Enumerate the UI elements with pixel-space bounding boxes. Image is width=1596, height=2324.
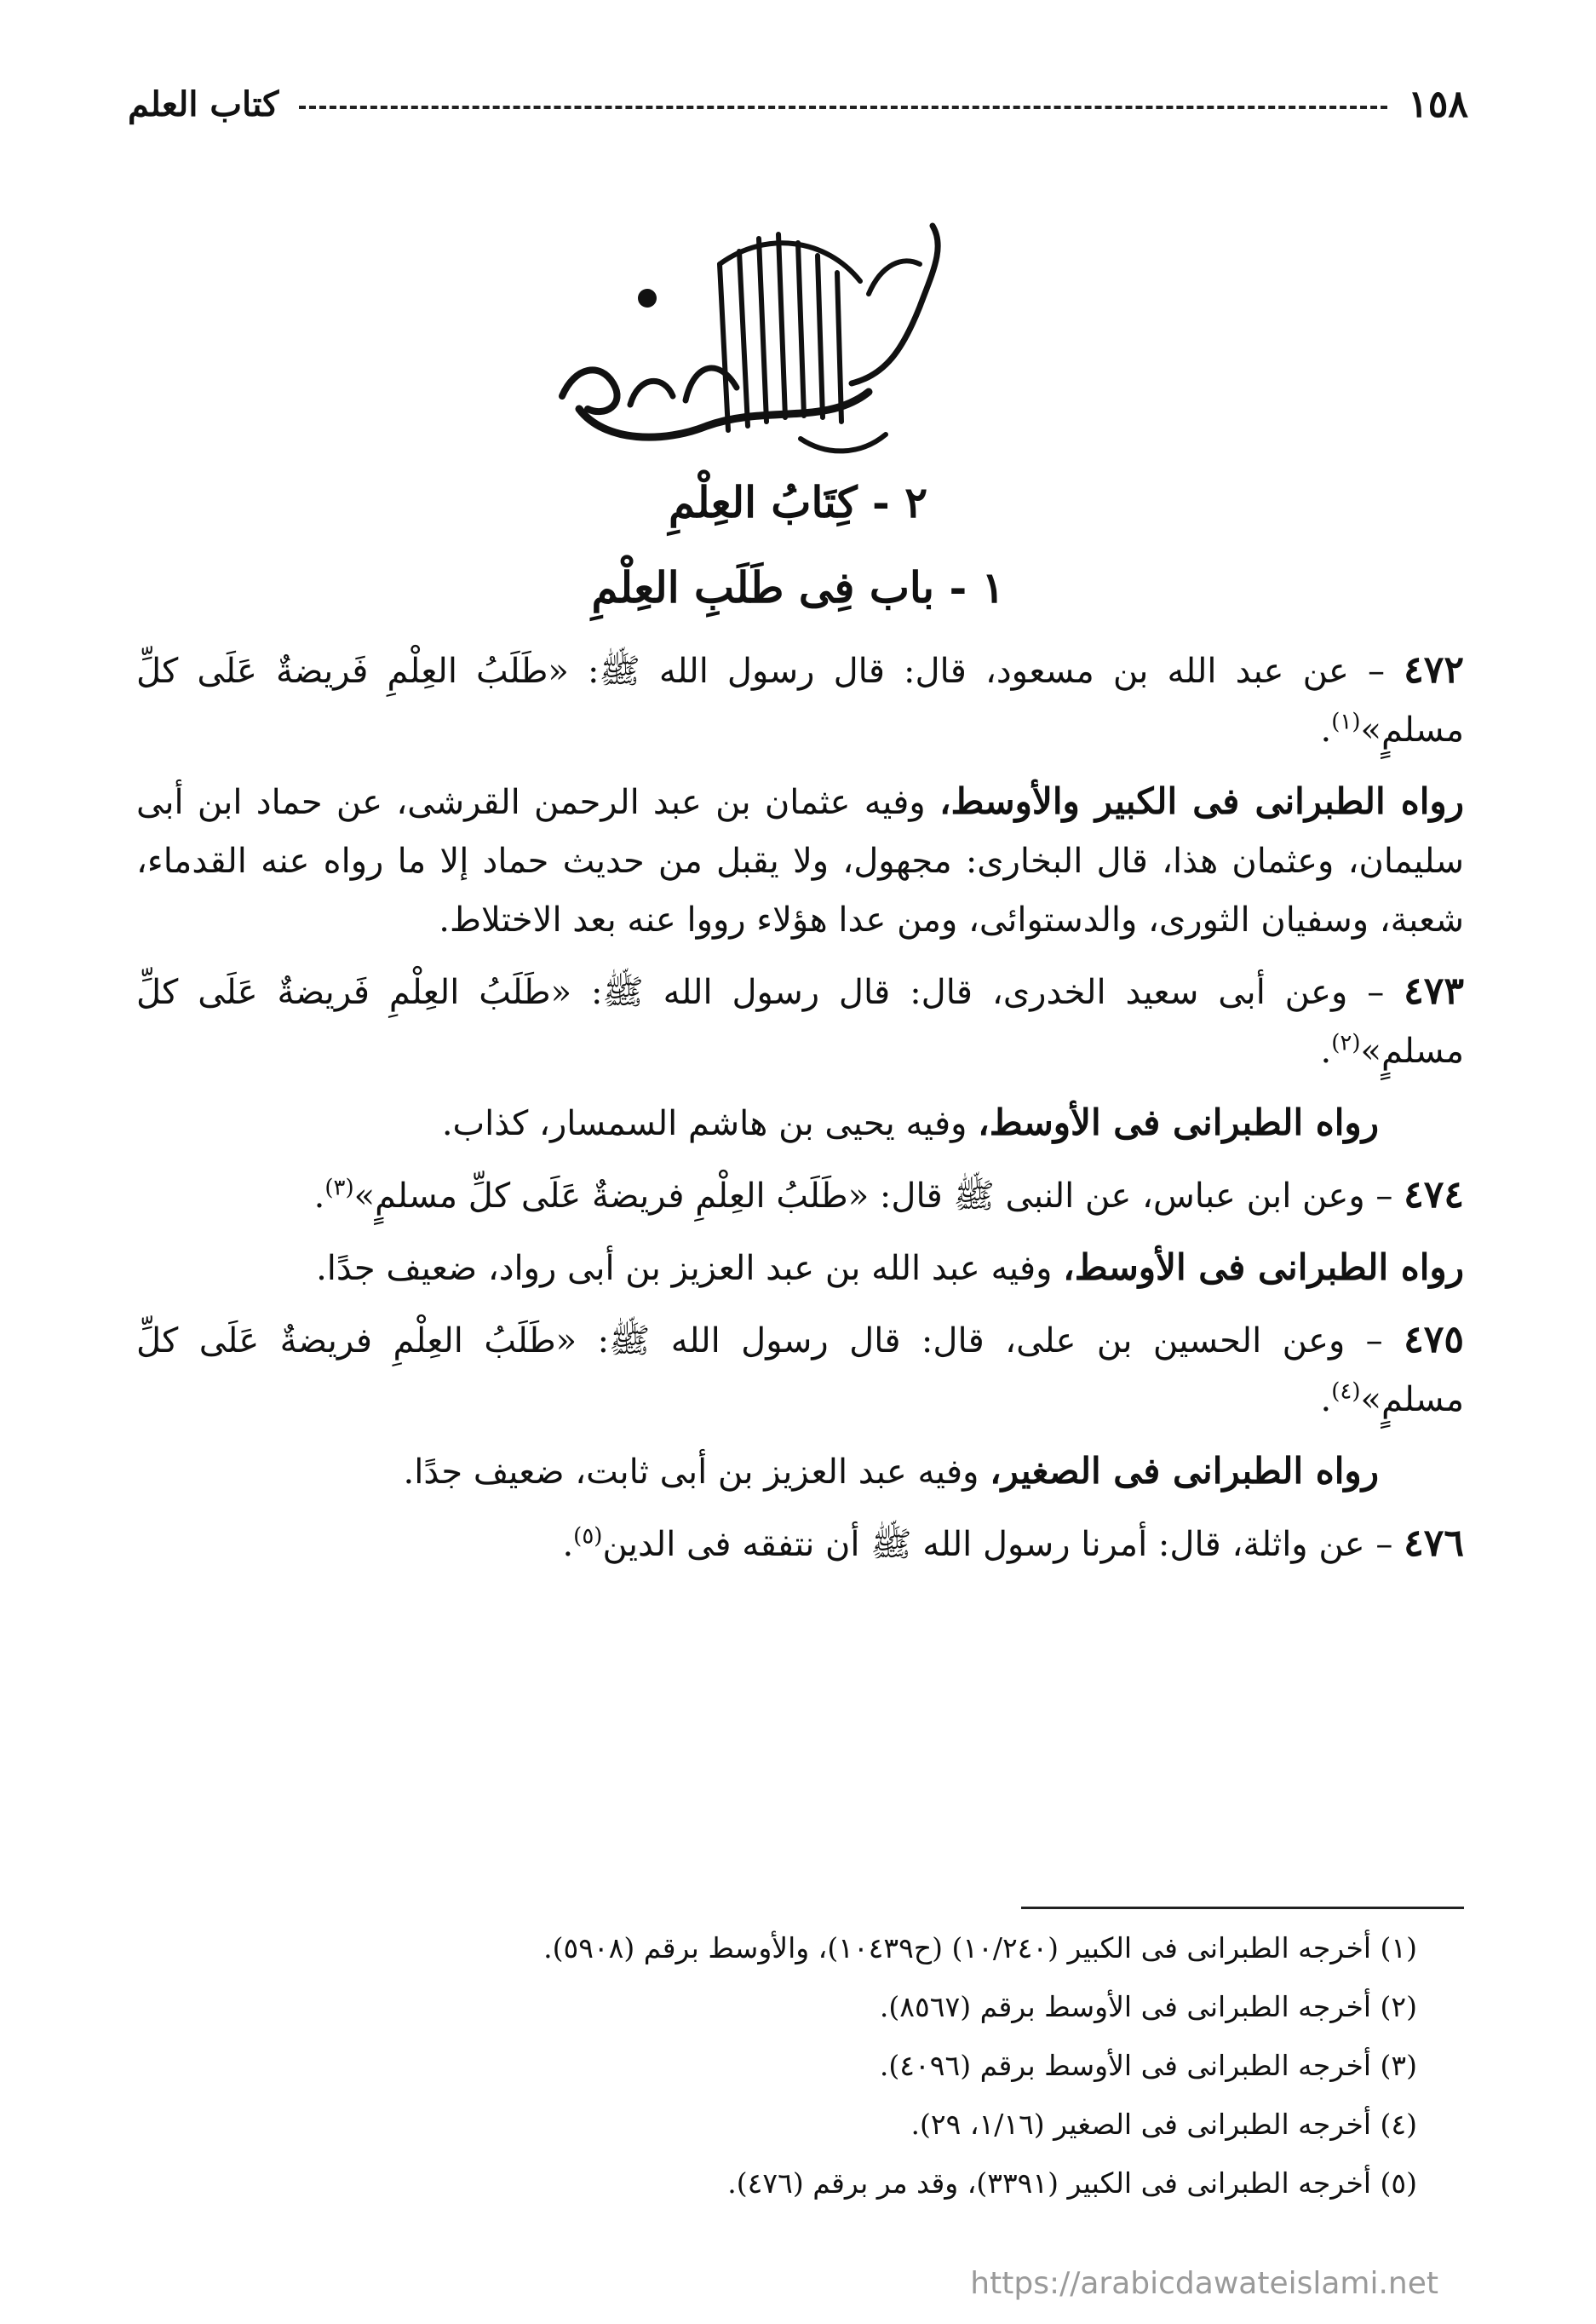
hadith-text: – عن واثلة، قال: أمرنا رسول الله ﷺ أن نتفقه فى الدين [602, 1525, 1393, 1564]
basmala-calligraphy [545, 213, 954, 469]
hadith-text: – وعن أبى سعيد الخدرى، قال: قال رسول الله ﷺ: «طَلَبُ العِلْمِ فَريضةٌ عَلَى كلِّ مسلمٍ» [136, 973, 1464, 1071]
footnote-separator [1021, 1907, 1464, 1909]
hadith-grading: وفيه عثمان بن عبد الرحمن القرشى، عن حماد ابن أبى سليمان، وعثمان هذا، قال البخارى: مجهول، ولا يقبل من حديث حماد إلا ما رواه عنه القدماء، شعبة، وسفيان الثورى، والدستوائى، ومن عدا هؤلاء رووا عنه بعد الاختلاط. [136, 783, 1464, 940]
hadith-476: ٤٧٦ – عن واثلة، قال: أمرنا رسول الله ﷺ أن نتفقه فى الدين$^{(٥)}$. [562, 1522, 1464, 1565]
hadith-number: ٤٧٢ [1404, 648, 1464, 692]
hadith-grading: وفيه عبد العزيز بن أبى ثابت، ضعيف جدًا. [403, 1452, 979, 1492]
hadith-grading: وفيه عبد الله بن عبد العزيز بن أبى رواد، ضعيف جدًا. [316, 1249, 1053, 1288]
hadith-commentary [136, 772, 1464, 950]
hadith-text: – وعن الحسين بن على، قال: قال رسول الله ﷺ: «طَلَبُ العِلْمِ فريضةٌ عَلَى كلِّ مسلمٍ» [136, 1321, 1464, 1419]
footnote-marker: (١) [1331, 709, 1361, 735]
hadith-commentary [136, 1238, 1464, 1298]
footnote-marker: (٤) [1331, 1378, 1361, 1405]
hadith-474: ٤٧٤ – وعن ابن عباس، عن النبى ﷺ قال: «طَلَبُ العِلْمِ فريضةٌ عَلَى كلِّ مسلمٍ»$^{(٣)}$. [313, 1173, 1464, 1217]
footnote-item: (٣) أخرجه الطبرانى فى الأوسط برقم (٤٠٩٦). [879, 2049, 1417, 2082]
hadith-text: – عن عبد الله بن مسعود، قال: قال رسول الله ﷺ: «طَلَبُ العِلْمِ فَريضةٌ عَلَى كلِّ مسلمٍ» [136, 652, 1464, 750]
hadith-source: رواه الطبرانى فى الأوسط، [1063, 1246, 1464, 1288]
footnote-marker: (٢) [1331, 1030, 1361, 1056]
footnote-marker: (٥) [573, 1523, 603, 1550]
hadith-number: ٤٧٥ [1404, 1318, 1465, 1361]
footnote-item: (٤) أخرجه الطبرانى فى الصغير (١/١٦، ٢٩). [910, 2108, 1417, 2141]
running-header-book-name: كتاب العلم [128, 83, 279, 124]
footnote-item: (٥) أخرجه الطبرانى فى الكبير (٣٣٩١)، وقد مر برقم (٤٧٦). [727, 2166, 1417, 2200]
hadith-source: رواه الطبرانى فى الصغير، [990, 1450, 1379, 1492]
hadith-475: ٤٧٥ – وعن الحسين بن على، قال: قال رسول الله ﷺ: «طَلَبُ العِلْمِ فريضةٌ عَلَى كلِّ مسلمٍ»$^{(٤)}$. [136, 1318, 1465, 1419]
footnote-item: (١) أخرجه الطبرانى فى الكبير (١٠/٢٤٠) (ح١٠٤٣٩)، والأوسط برقم (٥٩٠٨). [543, 1931, 1417, 1964]
hadith-grading: وفيه يحيى بن هاشم السمسار، كذاب. [441, 1104, 967, 1143]
hadith-source: رواه الطبرانى فى الكبير والأوسط، [939, 780, 1464, 822]
hadith-number: ٤٧٣ [1404, 969, 1464, 1013]
hadith-section [136, 641, 1464, 1586]
watermark-url: https://arabicdawateislami.net [970, 2266, 1438, 2301]
running-header [128, 78, 1468, 129]
footnote-item: (٢) أخرجه الطبرانى فى الأوسط برقم (٨٥٦٧). [879, 1990, 1417, 2023]
hadith-text: – وعن ابن عباس، عن النبى ﷺ قال: «طَلَبُ العِلْمِ فريضةٌ عَلَى كلِّ مسلمٍ» [353, 1176, 1393, 1216]
footnotes [136, 1918, 1417, 2212]
header-dashed-rule [299, 106, 1387, 109]
hadith-473: ٤٧٣ – وعن أبى سعيد الخدرى، قال: قال رسول الله ﷺ: «طَلَبُ العِلْمِ فَريضةٌ عَلَى كلِّ مسلمٍ»$^{(٢)}$. [136, 969, 1464, 1071]
hadith-source: رواه الطبرانى فى الأوسط، [978, 1102, 1379, 1143]
book-title: ٢ - كِتَابُ العِلْمِ [668, 477, 928, 527]
hadith-number: ٤٧٦ [1404, 1522, 1464, 1565]
page-number: ١٥٨ [1408, 82, 1468, 126]
hadith-commentary [136, 1093, 1464, 1153]
hadith-472: ٤٧٢ – عن عبد الله بن مسعود، قال: قال رسول الله ﷺ: «طَلَبُ العِلْمِ فَريضةٌ عَلَى كلِّ مسلمٍ»$^{(١)}$. [136, 648, 1464, 750]
chapter-title: ١ - باب فِى طَلَبِ العِلْمِ [591, 562, 1005, 613]
footnote-marker: (٣) [324, 1175, 354, 1201]
hadith-commentary [136, 1441, 1464, 1502]
hadith-number: ٤٧٤ [1404, 1173, 1464, 1217]
